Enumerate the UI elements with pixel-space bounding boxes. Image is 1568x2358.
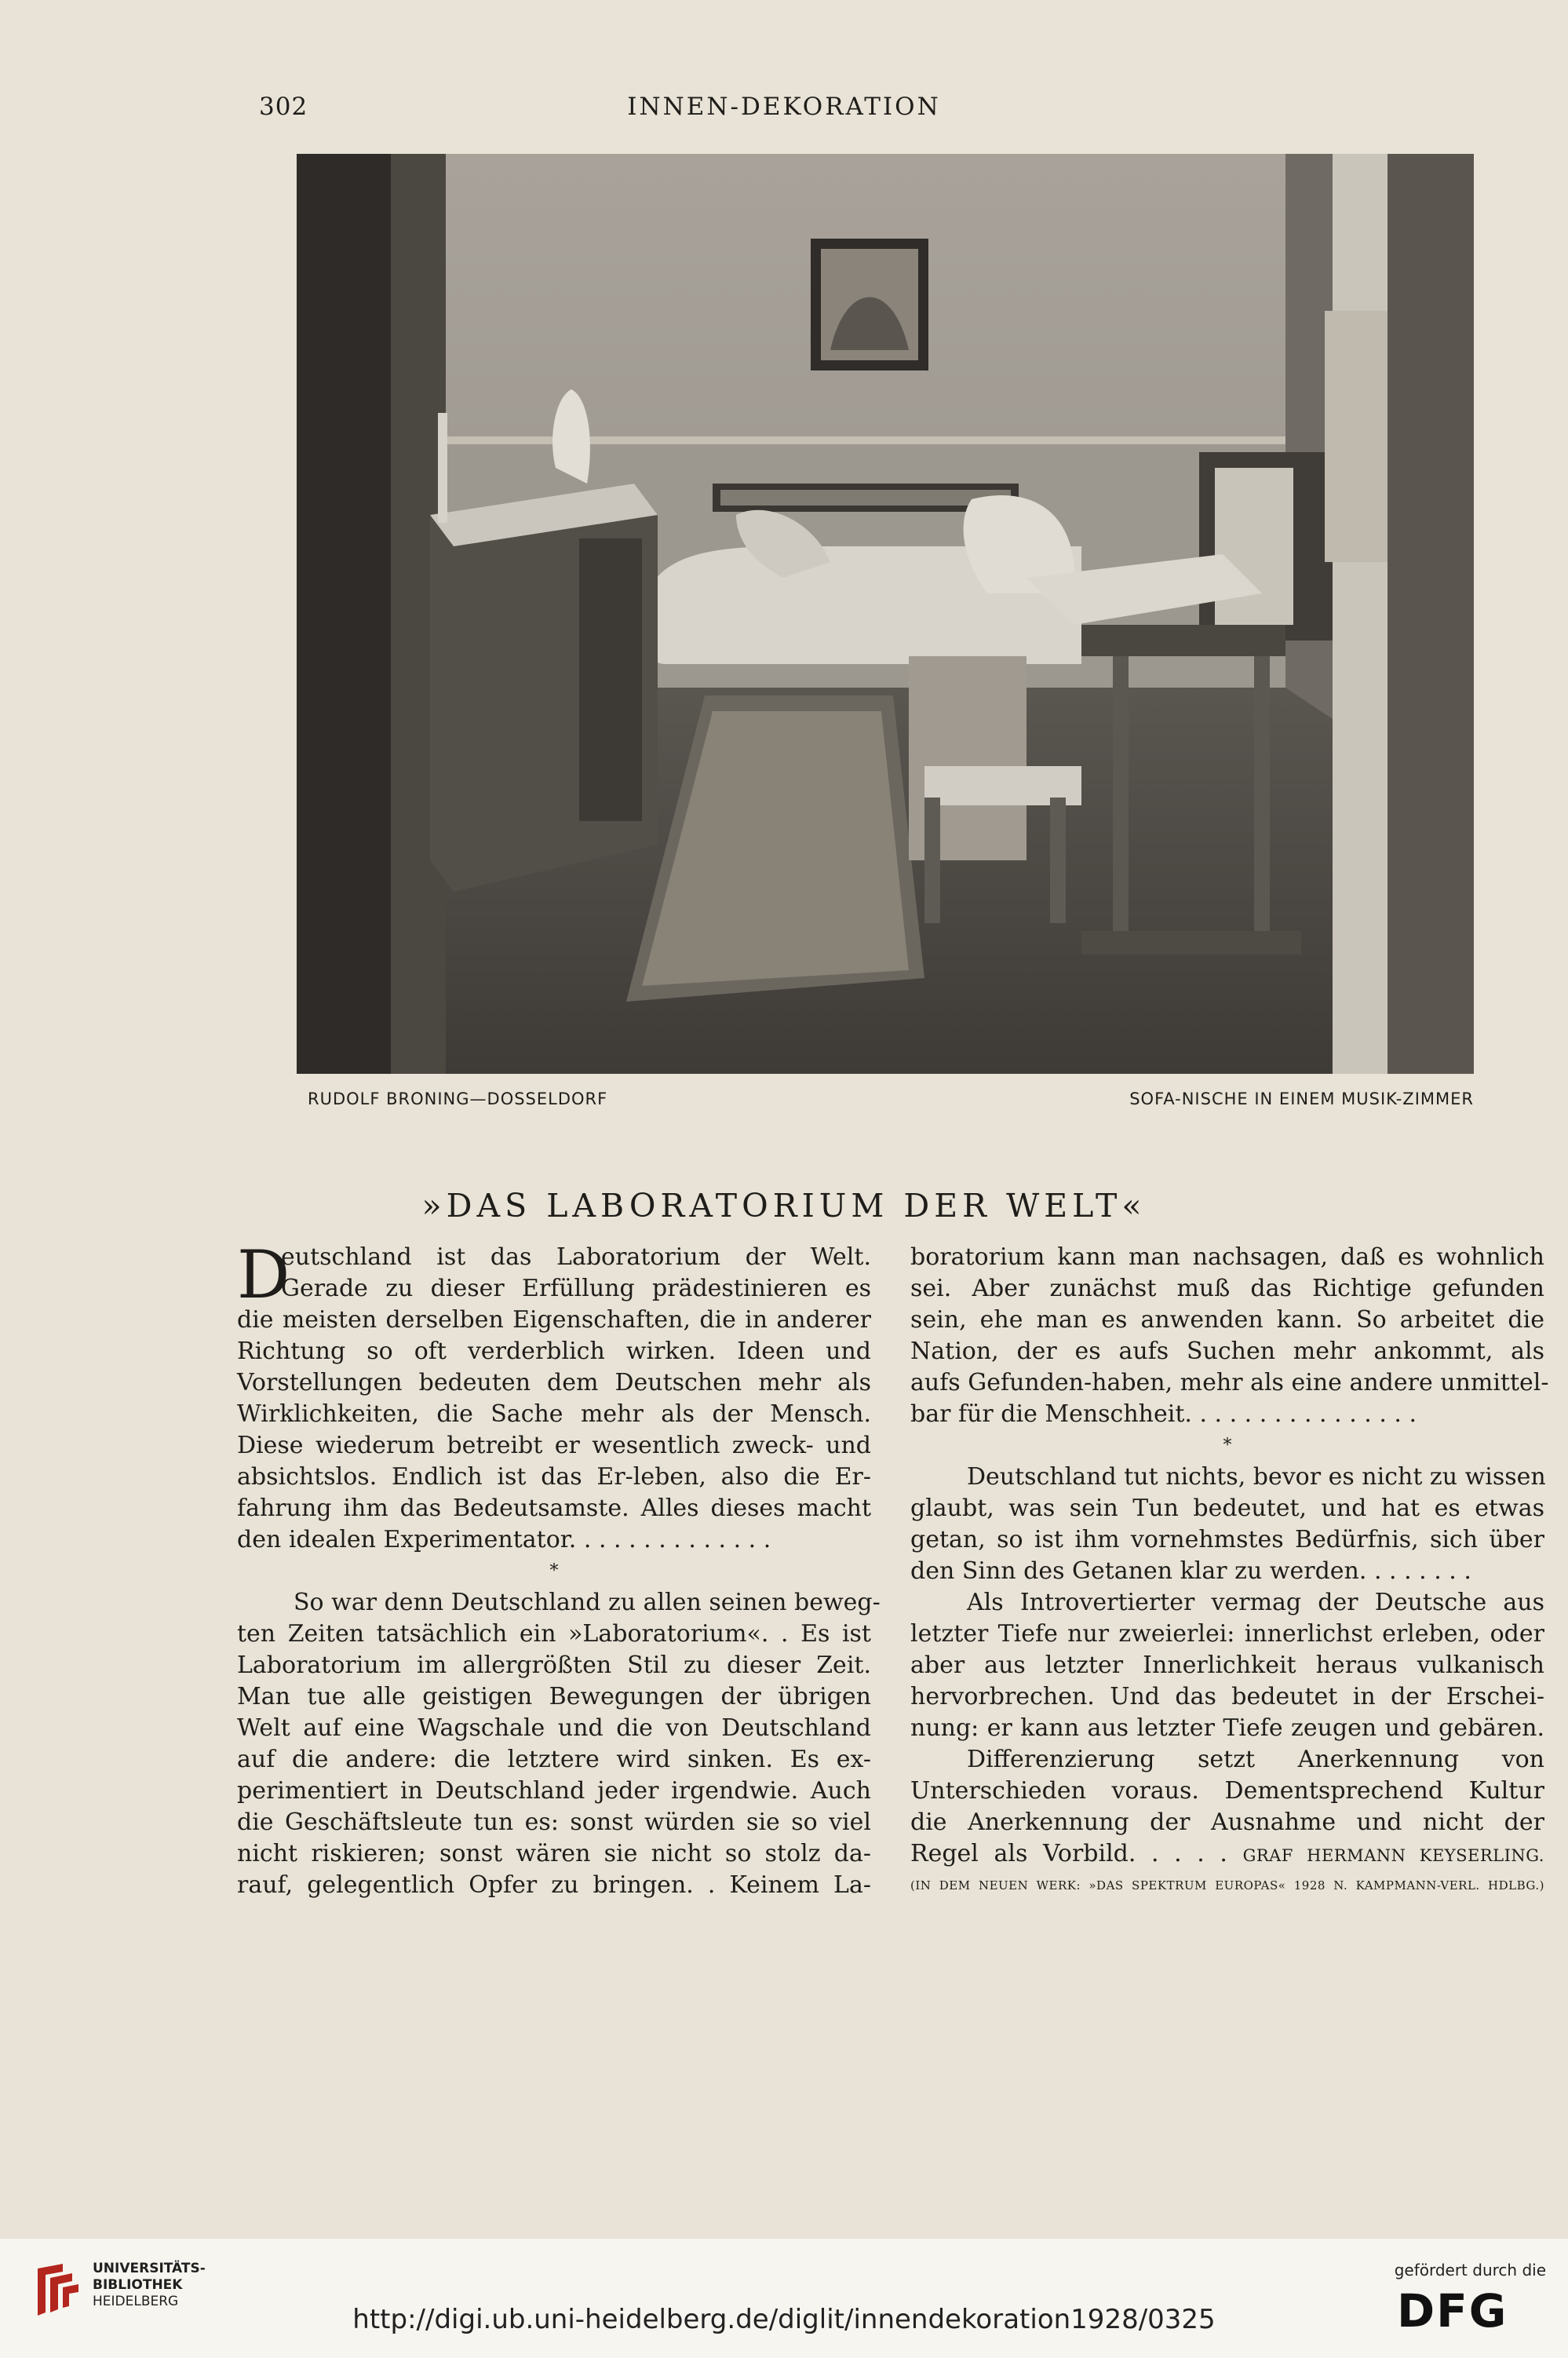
- text-line: hervorbrechen. Und das bedeutet in der Erschei-: [910, 1683, 1544, 1710]
- text-line: die Geschäftsleute tun es: sonst würden sie so viel: [237, 1809, 871, 1836]
- text-line: die meisten derselben Eigenschaften, die in anderer: [237, 1306, 871, 1334]
- text-line: eutschland ist das Laboratorium der Welt.: [281, 1243, 871, 1271]
- source-note: (IN DEM NEUEN WERK: »DAS SPEKTRUM EUROPAS« 1928 N. KAMPMANN-VERL. HDLBG.): [910, 1878, 1544, 1893]
- text-line: getan, so ist ihm vornehmstes Bedürfnis, sich über: [910, 1526, 1544, 1553]
- text-line: fahrung ihm das Bedeutsamste. Alles dieses macht: [237, 1495, 871, 1522]
- text-line: absichtslos. Endlich ist das Er-leben, also die Er-: [237, 1463, 871, 1491]
- dfg-logo-icon: DFG: [1397, 2284, 1508, 2338]
- article-headline: »DAS LABORATORIUM DER WELT«: [421, 1187, 1147, 1225]
- library-line: HEIDELBERG: [93, 2294, 179, 2309]
- library-line: BIBLIOTHEK: [93, 2277, 183, 2293]
- text-line: den idealen Experimentator. . . . . . . . . . . . . .: [237, 1526, 771, 1553]
- article-author: GRAF HERMANN KEYSERLING.: [1242, 1846, 1544, 1865]
- text-line: perimentiert in Deutschland jeder irgendwie. Auch: [237, 1777, 871, 1805]
- section-star: *: [1223, 1436, 1232, 1455]
- text-line: Als Introvertierter vermag der Deutsche aus: [967, 1589, 1544, 1616]
- page-number: 302: [259, 93, 308, 121]
- sponsor-text: gefördert durch die: [1394, 2261, 1546, 2280]
- text-line: Diese wiederum betreibt er wesentlich zweck- und: [237, 1432, 871, 1459]
- section-star: *: [549, 1561, 559, 1581]
- text-line: sein, ehe man es anwenden kann. So arbeitet die: [910, 1306, 1544, 1334]
- text-line: Nation, der es aufs Suchen mehr ankommt, als: [910, 1338, 1544, 1365]
- digitization-url-link[interactable]: http://digi.ub.uni-heidelberg.de/diglit/innendekoration1928/0325: [352, 2304, 1216, 2335]
- text-line: auf die andere: die letztere wird sinken. Es ex-: [237, 1746, 871, 1773]
- text-line: sei. Aber zunächst muß das Richtige gefunden: [910, 1275, 1544, 1302]
- text-line: Differenzierung setzt Anerkennung von: [967, 1746, 1544, 1773]
- text-line: bar für die Menschheit. . . . . . . . . . . . . . . .: [910, 1400, 1417, 1428]
- footer-band: [0, 2239, 1568, 2358]
- text-line: Deutschland tut nichts, bevor es nicht zu wissen: [967, 1463, 1546, 1491]
- text-line: aber aus letzter Innerlichkeit heraus vulkanisch: [910, 1652, 1544, 1679]
- text-line: letzter Tiefe nur zweierlei: innerlichst erleben, oder: [910, 1620, 1544, 1648]
- text-line: Vorstellungen bedeuten dem Deutschen mehr als: [237, 1369, 871, 1396]
- library-name: [93, 2261, 206, 2310]
- text-line: nicht riskieren; sonst wären sie nicht so stolz da-: [237, 1840, 871, 1867]
- text-line: glaubt, was sein Tun bedeutet, und hat es etwas: [910, 1495, 1544, 1522]
- right-text-column: [910, 1242, 1549, 1901]
- text-line: Laboratorium im allergrößten Stil zu dieser Zeit.: [237, 1652, 871, 1679]
- text-line: boratorium kann man nachsagen, daß es wohnlich: [910, 1243, 1544, 1271]
- text-line: rauf, gelegentlich Opfer zu bringen. . Keinem La-: [237, 1871, 871, 1899]
- dropcap-block: [237, 1236, 871, 1313]
- signature-line: [910, 1838, 1544, 1870]
- photo-title-caption: SOFA-NISCHE IN EINEM MUSIK-ZIMMER: [1129, 1090, 1474, 1108]
- text-line: So war denn Deutschland zu allen seinen beweg-: [294, 1589, 881, 1616]
- photo-credit-caption: RUDOLF BRONING—DOSSELDORF: [308, 1090, 608, 1108]
- dropcap: D: [237, 1236, 290, 1313]
- library-line: UNIVERSITÄTS-: [93, 2261, 206, 2276]
- text-line: aufs Gefunden-haben, mehr als eine andere unmittel-: [910, 1369, 1549, 1396]
- text-line: Unterschieden voraus. Dementsprechend Kultur: [910, 1777, 1544, 1805]
- running-head: INNEN-DEKORATION: [627, 93, 941, 121]
- left-text-column: [237, 1236, 881, 1901]
- text-line: Welt auf eine Wagschale und die von Deutschland: [237, 1714, 871, 1742]
- text-line: Gerade zu dieser Erfüllung prädestinieren es: [281, 1275, 871, 1302]
- text-line: ten Zeiten tatsächlich ein »Laboratorium«. . Es ist: [237, 1620, 871, 1648]
- text-line: Man tue alle geistigen Bewegungen der übrigen: [237, 1683, 871, 1710]
- interior-photograph: [297, 154, 1474, 1074]
- sofa-niche-photo-illustration: [297, 154, 1474, 1074]
- text-line: nung: er kann aus letzter Tiefe zeugen und gebären.: [910, 1714, 1544, 1742]
- text-line: den Sinn des Getanen klar zu werden. . . . . . . .: [910, 1557, 1471, 1585]
- text-line: Wirklichkeiten, die Sache mehr als der Mensch.: [237, 1400, 871, 1428]
- text-line: die Anerkennung der Ausnahme und nicht der: [910, 1809, 1544, 1836]
- text-line: Regel als Vorbild. . . . .: [910, 1840, 1227, 1867]
- text-line: Richtung so oft verderblich wirken. Ideen und: [237, 1338, 871, 1365]
